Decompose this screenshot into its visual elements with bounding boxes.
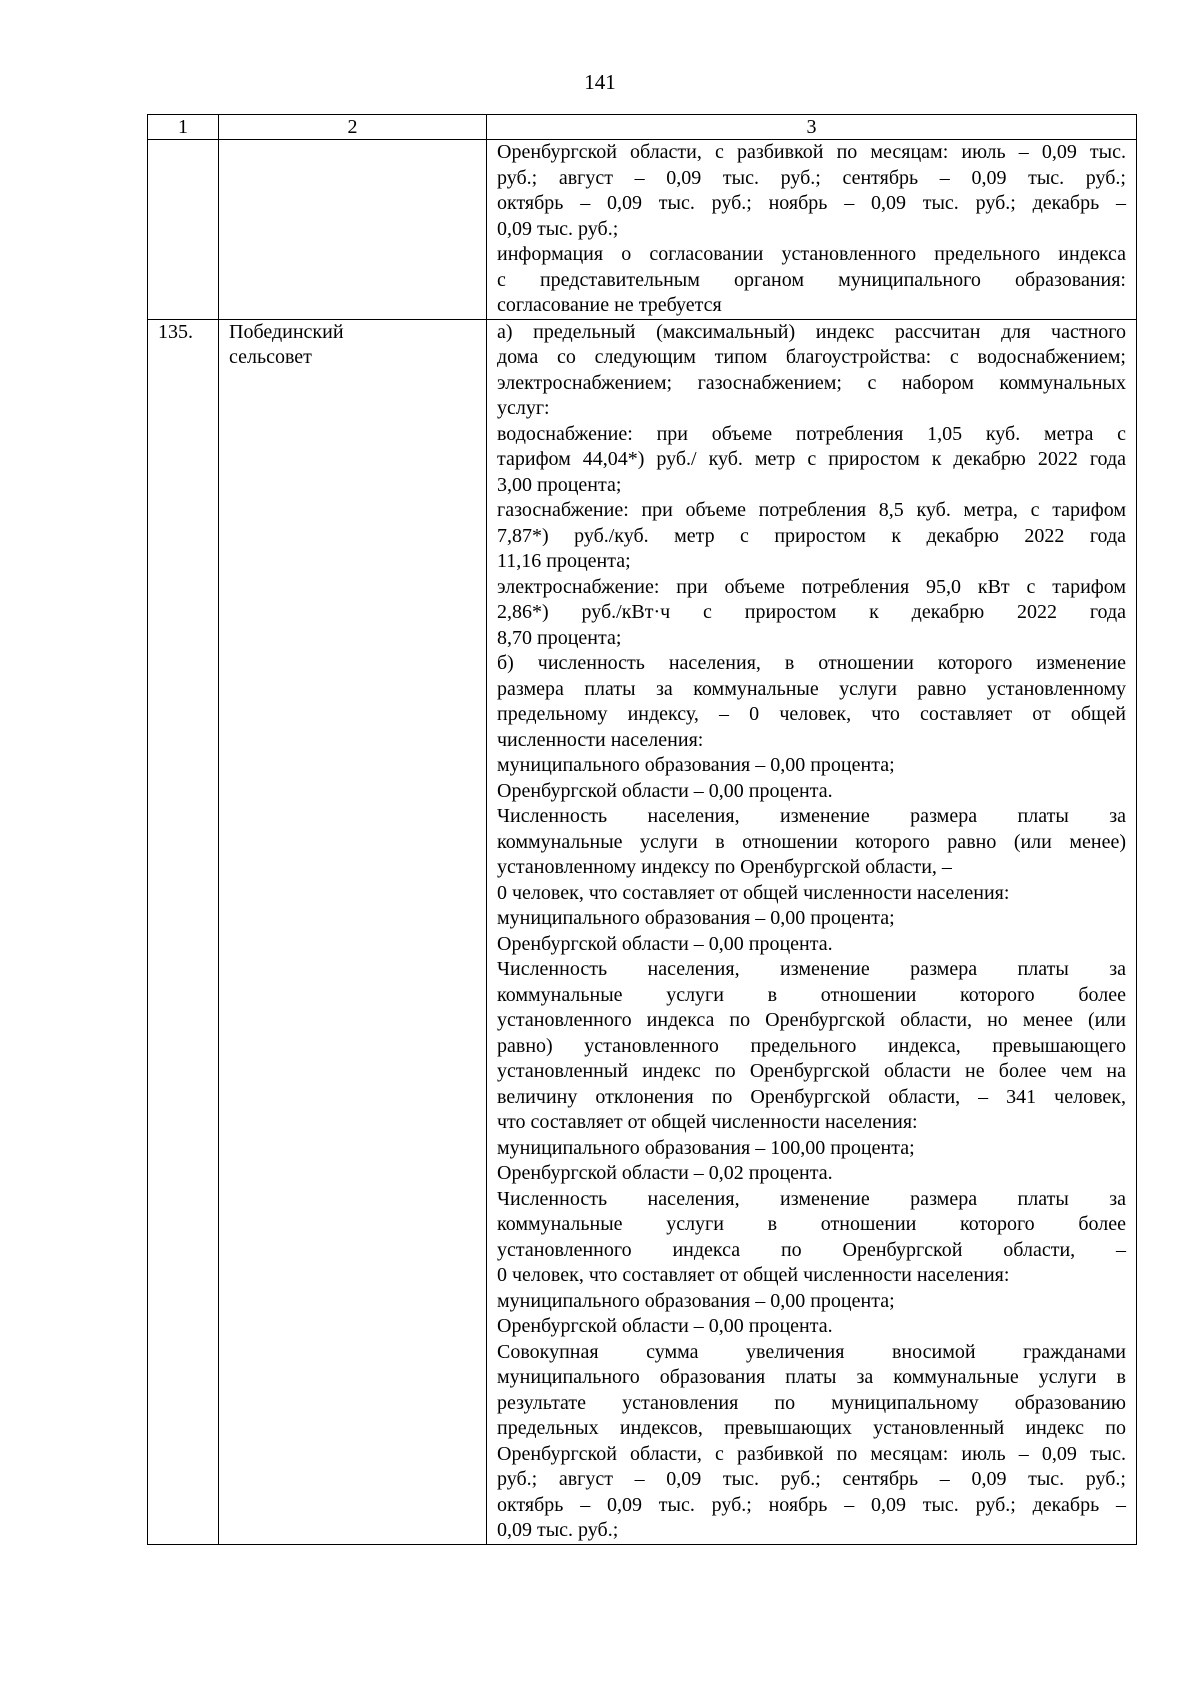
text-line: установленного индекса по Оренбургской области, – xyxy=(497,1238,1126,1261)
text-line: октябрь – 0,09 тыс. руб.; ноябрь – 0,09 тыс. руб.; декабрь – xyxy=(497,192,1126,214)
text-line: 11,16 процента; xyxy=(497,550,631,572)
text-line: Оренбургской области, с разбивкой по месяцам: июль – 0,09 тыс. xyxy=(497,1442,1126,1465)
continuation-name-cell xyxy=(219,140,487,320)
text-line: электроснабжение: при объеме потребления 95,0 кВт с тарифом xyxy=(497,575,1126,598)
column-header-2: 2 xyxy=(219,115,487,140)
document-table xyxy=(147,114,1137,1545)
text-line: численности населения: xyxy=(497,728,704,751)
text-line: руб.; август – 0,09 тыс. руб.; сентябрь – 0,09 тыс. руб.; xyxy=(497,1468,1126,1490)
text-line: услуг: xyxy=(497,397,550,419)
text-line: муниципального образования – 100,00 процента; xyxy=(497,1136,915,1159)
text-line: муниципального образования платы за коммунальные услуги в xyxy=(497,1366,1126,1388)
column-header-3: 3 xyxy=(487,115,1137,140)
text-line: Численность населения, изменение размера платы за xyxy=(497,1187,1126,1210)
text-line: установленный индекс по Оренбургской области не более чем на xyxy=(497,1060,1126,1082)
table-row-135 xyxy=(148,319,1137,1544)
text-line: предельному индексу, – 0 человек, что составляет от общей xyxy=(497,703,1126,725)
text-line: водоснабжение: при объеме потребления 1,05 куб. метра с xyxy=(497,422,1126,445)
text-line: равно) установленного предельного индекса, превышающего xyxy=(497,1034,1126,1057)
table-header-row xyxy=(148,115,1137,140)
page-number: 141 xyxy=(584,70,616,94)
text-line: Оренбургской области – 0,02 процента. xyxy=(497,1162,833,1184)
text-line: Численность населения, изменение размера платы за xyxy=(497,958,1126,980)
text-line: октябрь – 0,09 тыс. руб.; ноябрь – 0,09 тыс. руб.; декабрь – xyxy=(497,1493,1126,1516)
text-line: коммунальные услуги в отношении которого более xyxy=(497,983,1126,1006)
text-line: величину отклонения по Оренбургской области, – 341 человек, xyxy=(497,1085,1126,1108)
text-line: Оренбургской области – 0,00 процента. xyxy=(497,932,833,955)
text-line: с представительным органом муниципального образования: xyxy=(497,268,1126,291)
text-line: результате установления по муниципальному образованию xyxy=(497,1391,1126,1414)
text-line: муниципального образования – 0,00 процента; xyxy=(497,907,895,929)
row-text-cell xyxy=(487,319,1137,1544)
text-line: тарифом 44,04*) руб./ куб. метр с приростом к декабрю 2022 года xyxy=(497,448,1126,470)
text-line: дома со следующим типом благоустройства: с водоснабжением; xyxy=(497,346,1126,368)
text-line: установленному индексу по Оренбургской области, – xyxy=(497,856,952,878)
text-line: 2,86*) руб./кВт·ч с приростом к декабрю 2022 года xyxy=(497,601,1126,623)
text-line: Оренбургской области – 0,00 процента. xyxy=(497,779,833,802)
text-line: коммунальные услуги в отношении которого более xyxy=(497,1213,1126,1235)
text-line: 7,87*) руб./куб. метр с приростом к декабрю 2022 года xyxy=(497,524,1126,547)
text-line: 0 человек, что составляет от общей численности населения: xyxy=(497,881,1010,904)
text-line: 0,09 тыс. руб.; xyxy=(497,217,619,240)
text-line: 0,09 тыс. руб.; xyxy=(497,1519,619,1541)
table-row-continuation xyxy=(148,140,1137,320)
text-line: электроснабжением; газоснабжением; с набором коммунальных xyxy=(497,371,1126,394)
municipality-name-line: сельсовет xyxy=(229,346,312,368)
text-line: муниципального образования – 0,00 процента; xyxy=(497,754,895,776)
text-line: Совокупная сумма увеличения вносимой гражданами xyxy=(497,1340,1126,1363)
municipality-name-line: Побединский xyxy=(229,320,344,343)
text-line: 3,00 процента; xyxy=(497,473,622,496)
continuation-text-cell xyxy=(487,140,1137,320)
text-line: 0 человек, что составляет от общей численности населения: xyxy=(497,1264,1010,1286)
row-number: 135. xyxy=(148,319,219,1544)
text-line: размера платы за коммунальные услуги равно установленному xyxy=(497,677,1126,700)
column-header-1: 1 xyxy=(148,115,219,140)
text-line: информация о согласовании установленного предельного индекса xyxy=(497,243,1126,265)
text-line: муниципального образования – 0,00 процента; xyxy=(497,1289,895,1312)
text-line: руб.; август – 0,09 тыс. руб.; сентябрь – 0,09 тыс. руб.; xyxy=(497,166,1126,189)
text-line: Численность населения, изменение размера платы за xyxy=(497,805,1126,827)
text-line: газоснабжение: при объеме потребления 8,5 куб. метра, с тарифом xyxy=(497,499,1126,521)
text-line: б) численность населения, в отношении которого изменение xyxy=(497,652,1126,674)
text-line: установленного индекса по Оренбургской области, но менее (или xyxy=(497,1009,1126,1031)
text-line: согласование не требуется xyxy=(497,294,722,316)
municipality-name-cell xyxy=(219,319,487,1544)
text-line: Оренбургской области, с разбивкой по месяцам: июль – 0,09 тыс. xyxy=(497,141,1126,163)
text-line: Оренбургской области – 0,00 процента. xyxy=(497,1315,833,1337)
text-line: что составляет от общей численности населения: xyxy=(497,1111,918,1133)
continuation-number-cell xyxy=(148,140,219,320)
text-line: предельных индексов, превышающих установленный индекс по xyxy=(497,1417,1126,1439)
text-line: коммунальные услуги в отношении которого равно (или менее) xyxy=(497,830,1126,853)
text-line: 8,70 процента; xyxy=(497,626,622,649)
text-line: а) предельный (максимальный) индекс рассчитан для частного xyxy=(497,320,1126,343)
